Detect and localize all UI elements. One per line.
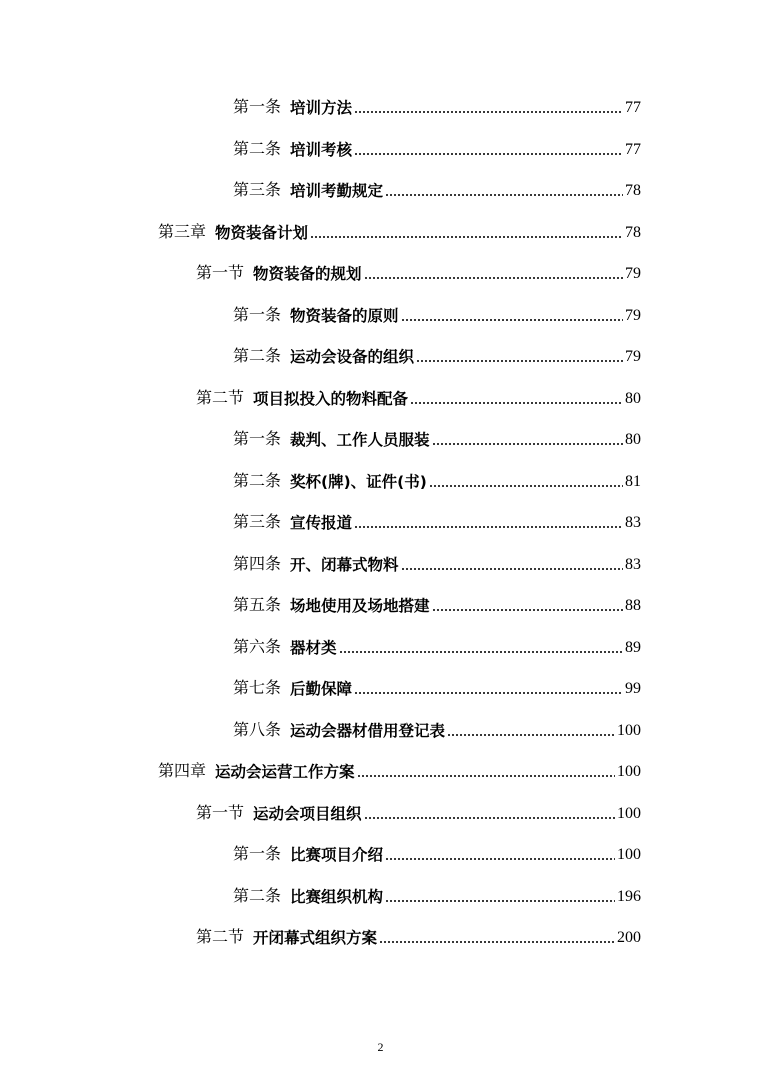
toc-entry-number: 第八条 bbox=[233, 722, 282, 739]
toc-entry-page: 100 bbox=[617, 763, 641, 780]
toc-entry-number: 第一条 bbox=[233, 846, 282, 863]
toc-entry-title: 后勤保障 bbox=[290, 680, 353, 698]
toc-entry-page: 81 bbox=[625, 473, 641, 490]
toc-entry-number: 第五条 bbox=[233, 597, 282, 614]
toc-entry[interactable] bbox=[233, 551, 641, 575]
toc-entry-number: 第四章 bbox=[158, 763, 207, 780]
toc-entry-title: 奖杯(牌)、证件(书) bbox=[290, 473, 427, 491]
toc-entry-title: 宣传报道 bbox=[290, 514, 353, 532]
toc-entry-number: 第一节 bbox=[196, 805, 245, 822]
toc-entry-page: 99 bbox=[625, 680, 641, 697]
toc-entry-page: 77 bbox=[625, 141, 641, 158]
toc-entry[interactable] bbox=[233, 675, 641, 699]
toc-entry-page: 83 bbox=[625, 514, 641, 531]
toc-entry[interactable] bbox=[196, 800, 641, 824]
toc-leader-dots bbox=[357, 775, 615, 777]
toc-entry[interactable] bbox=[196, 385, 641, 409]
toc-leader-dots bbox=[401, 568, 623, 570]
toc-entry-number: 第一节 bbox=[196, 265, 245, 282]
toc-entry[interactable] bbox=[233, 302, 641, 326]
toc-entry[interactable] bbox=[233, 883, 641, 907]
toc-entry[interactable] bbox=[233, 468, 641, 492]
toc-entry-title: 运动会运营工作方案 bbox=[215, 763, 355, 781]
toc-entry-page: 78 bbox=[625, 224, 641, 241]
toc-entry[interactable] bbox=[233, 177, 641, 201]
toc-entry-number: 第三章 bbox=[158, 224, 207, 241]
toc-entry-title: 开、闭幕式物料 bbox=[290, 556, 399, 574]
toc-entry-number: 第一条 bbox=[233, 431, 282, 448]
toc-entry-title: 裁判、工作人员服装 bbox=[290, 431, 430, 449]
toc-leader-dots bbox=[432, 443, 623, 445]
toc-entry-number: 第一条 bbox=[233, 99, 282, 116]
toc-entry-title: 运动会器材借用登记表 bbox=[290, 722, 446, 740]
toc-entry[interactable] bbox=[233, 426, 641, 450]
toc-leader-dots bbox=[410, 402, 623, 404]
toc-entry[interactable] bbox=[233, 509, 641, 533]
toc-entry-page: 79 bbox=[625, 307, 641, 324]
toc-leader-dots bbox=[364, 817, 615, 819]
toc-entry-page: 100 bbox=[617, 722, 641, 739]
toc-entry[interactable] bbox=[233, 634, 641, 658]
toc-entry[interactable] bbox=[233, 717, 641, 741]
toc-leader-dots bbox=[354, 153, 623, 155]
toc-entry-title: 场地使用及场地搭建 bbox=[290, 597, 430, 615]
toc-entry-number: 第二节 bbox=[196, 390, 245, 407]
toc-entry-number: 第二条 bbox=[233, 141, 282, 158]
toc-leader-dots bbox=[401, 319, 623, 321]
toc-leader-dots bbox=[385, 194, 623, 196]
toc-entry[interactable] bbox=[233, 136, 641, 160]
toc-entry-title: 物资装备的原则 bbox=[290, 307, 399, 325]
toc-entry-page: 80 bbox=[625, 390, 641, 407]
toc-entry-number: 第二条 bbox=[233, 473, 282, 490]
toc-leader-dots bbox=[385, 858, 615, 860]
toc-entry[interactable] bbox=[196, 924, 641, 948]
toc-leader-dots bbox=[354, 526, 623, 528]
toc-entry-page: 78 bbox=[625, 182, 641, 199]
toc-entry-title: 运动会设备的组织 bbox=[290, 348, 415, 366]
toc-entry-number: 第三条 bbox=[233, 514, 282, 531]
toc-entry-page: 79 bbox=[625, 265, 641, 282]
toc-entry-page: 77 bbox=[625, 99, 641, 116]
toc-entry-page: 200 bbox=[617, 929, 641, 946]
toc-leader-dots bbox=[310, 236, 623, 238]
toc-entry-title: 培训方法 bbox=[290, 99, 353, 117]
toc-entry-title: 物资装备的规划 bbox=[253, 265, 362, 283]
toc-entry[interactable] bbox=[158, 219, 641, 243]
toc-entry[interactable] bbox=[233, 841, 641, 865]
toc-entry-page: 80 bbox=[625, 431, 641, 448]
toc-entry-title: 器材类 bbox=[290, 639, 337, 657]
toc-entry-number: 第二节 bbox=[196, 929, 245, 946]
toc-leader-dots bbox=[416, 360, 623, 362]
toc-entry-title: 比赛组织机构 bbox=[290, 888, 384, 906]
toc-entry-number: 第三条 bbox=[233, 182, 282, 199]
toc-entry[interactable] bbox=[233, 94, 641, 118]
toc-leader-dots bbox=[364, 277, 623, 279]
toc-entry-page: 196 bbox=[617, 888, 641, 905]
page-number: 2 bbox=[377, 1040, 384, 1054]
toc-entry-page: 89 bbox=[625, 639, 641, 656]
toc-entry-page: 88 bbox=[625, 597, 641, 614]
toc-entry-page: 100 bbox=[617, 846, 641, 863]
toc-entry[interactable] bbox=[196, 260, 641, 284]
toc-entry-number: 第一条 bbox=[233, 307, 282, 324]
toc-entry-page: 79 bbox=[625, 348, 641, 365]
toc-entry-number: 第二条 bbox=[233, 348, 282, 365]
toc-entry-title: 开闭幕式组织方案 bbox=[253, 929, 378, 947]
toc-leader-dots bbox=[429, 485, 623, 487]
toc-leader-dots bbox=[339, 651, 623, 653]
toc-entry-title: 培训考勤规定 bbox=[290, 182, 384, 200]
toc-entry-number: 第四条 bbox=[233, 556, 282, 573]
toc-entry-title: 运动会项目组织 bbox=[253, 805, 362, 823]
toc-leader-dots bbox=[354, 111, 623, 113]
toc-entry-number: 第二条 bbox=[233, 888, 282, 905]
toc-entry-title: 比赛项目介绍 bbox=[290, 846, 384, 864]
toc-leader-dots bbox=[379, 941, 615, 943]
toc-entry[interactable] bbox=[233, 343, 641, 367]
toc-entry-title: 项目拟投入的物料配备 bbox=[253, 390, 409, 408]
toc-entry-title: 培训考核 bbox=[290, 141, 353, 159]
toc-entry-title: 物资装备计划 bbox=[215, 224, 309, 242]
toc-leader-dots bbox=[385, 900, 615, 902]
toc-entry-number: 第七条 bbox=[233, 680, 282, 697]
toc-entry-number: 第六条 bbox=[233, 639, 282, 656]
toc-entry-page: 83 bbox=[625, 556, 641, 573]
toc-entry-page: 100 bbox=[617, 805, 641, 822]
toc-leader-dots bbox=[447, 734, 615, 736]
toc-leader-dots bbox=[432, 609, 623, 611]
toc-entry[interactable] bbox=[158, 758, 641, 782]
toc-entry[interactable] bbox=[233, 592, 641, 616]
toc-leader-dots bbox=[354, 692, 623, 694]
